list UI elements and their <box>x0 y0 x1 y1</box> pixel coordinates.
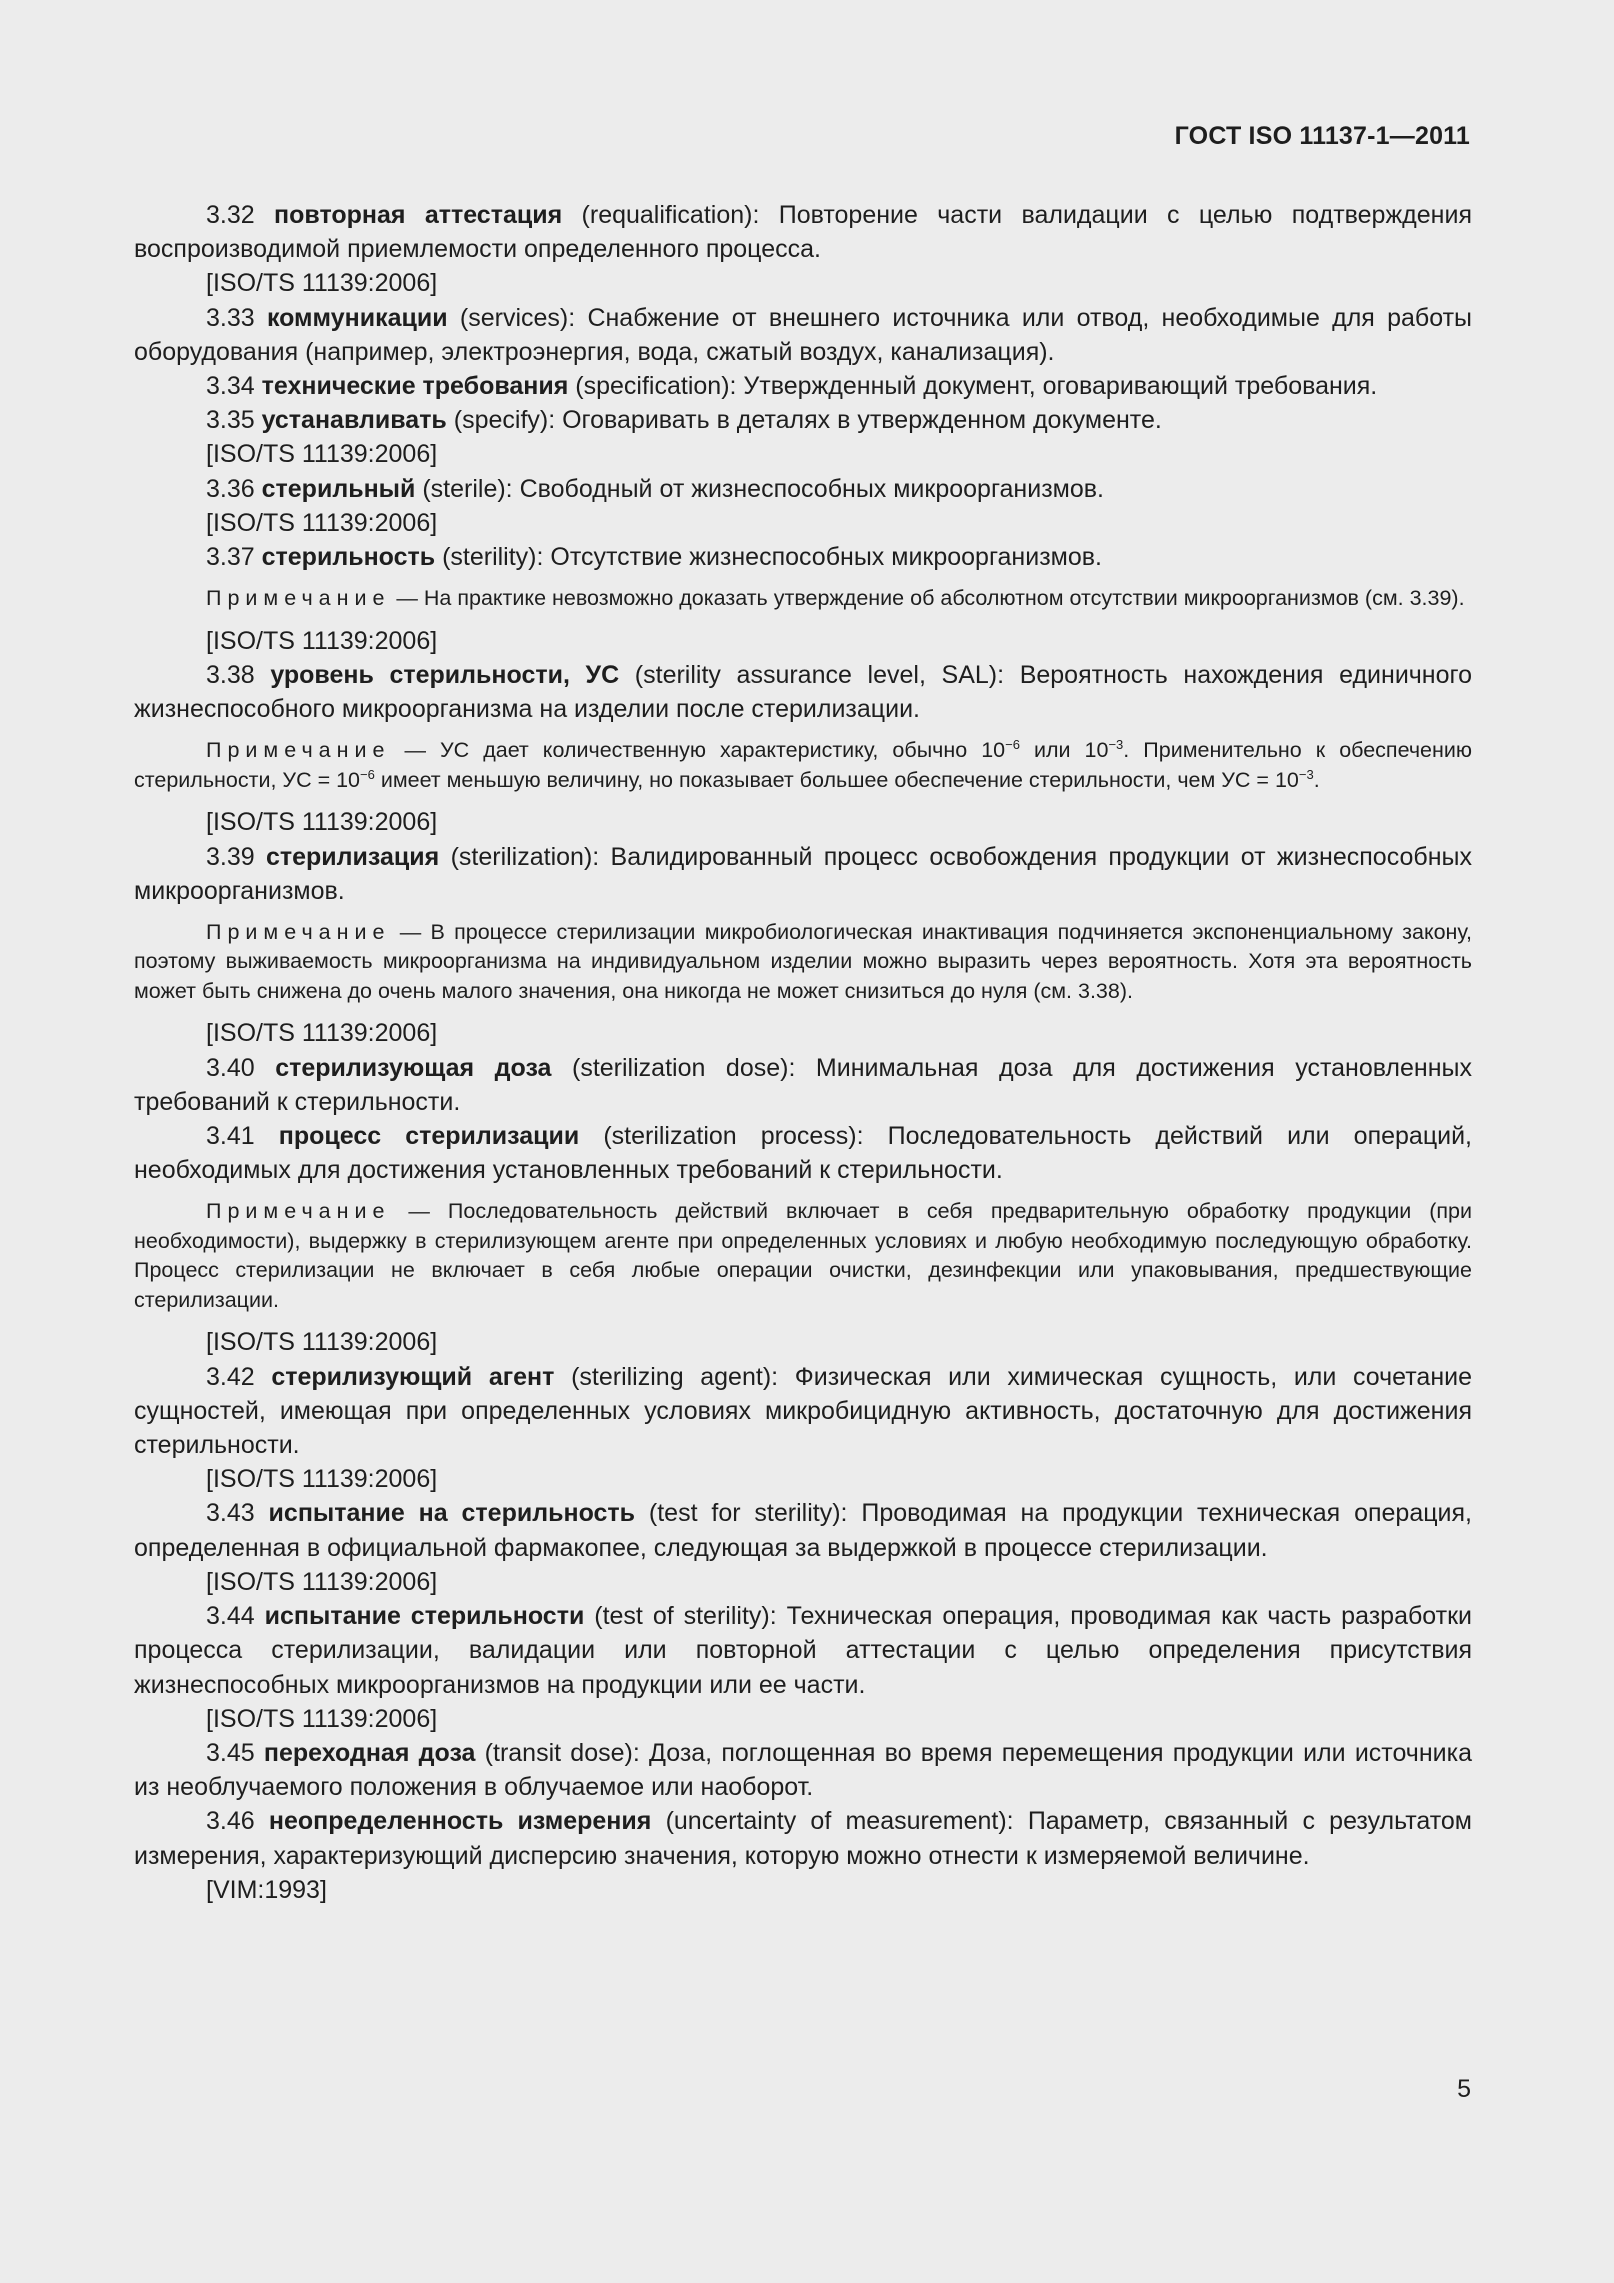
term-description: (uncertainty of measurement): Параметр, связанный с результатом измерения, характеризующий дисперсию значения, которую можно отнести к измеряемой величине. <box>134 1807 1472 1870</box>
page-number: 5 <box>1457 2075 1471 2103</box>
note <box>134 736 1472 795</box>
document-body <box>134 198 1472 1907</box>
term-name: коммуникации <box>266 303 448 332</box>
source-reference: [ISO/TS 11139:2006] <box>206 1465 438 1494</box>
exponent: −3 <box>1108 737 1124 753</box>
term-definition <box>134 301 1472 369</box>
term-definition <box>134 1051 1472 1119</box>
note-text: — Последовательность действий включает в себя предварительную обработку продукции (при необходимости), выдержку в стерилизующем агенте при определенных условиях и любую необходимую последующую обработку. Процесс стерилизации не включает в себя любые операции очистки, дезинфекции или упаковывания, предшествующие стерилизации. <box>134 1199 1472 1312</box>
note-text: . <box>1313 767 1320 792</box>
term-name: испытание стерильности <box>264 1602 585 1631</box>
term-description: (transit dose): Доза, поглощенная во время перемещения продукции или источника из необлучаемого положения в облучаемое или наоборот. <box>134 1738 1472 1802</box>
term-description: (sterilizing agent): Физическая или химическая сущность, или сочетание сущностей, имеющая при определенных условиях микробицидную активность, достаточную для достижения стерильности. <box>134 1362 1472 1460</box>
term-description: (specification): Утвержденный документ, оговаривающий требования. <box>568 372 1378 401</box>
note-label: Примечание <box>206 586 391 611</box>
term-definition <box>134 658 1472 726</box>
term-definition <box>134 403 1472 437</box>
term-name: уровень стерильности, УС <box>270 660 620 689</box>
note-text: . Применительно к обеспечению стерильности, УС = 10 <box>134 738 1472 792</box>
term-description: (sterilization): Валидированный процесс освобождения продукции от жизнеспособных микроорганизмов. <box>134 842 1472 905</box>
term-definition <box>134 1496 1472 1564</box>
term-name: переходная доза <box>263 1738 476 1767</box>
term-definition <box>134 1599 1472 1702</box>
term-description: (sterility assurance level, SAL): Вероятность нахождения единичного жизнеспособного микроорганизма на изделии после стерилизации. <box>134 660 1472 724</box>
exponent: −3 <box>1298 766 1314 782</box>
note-text: имеет меньшую величину, но показывает большее обеспечение стерильности, чем УС = 10 <box>374 767 1299 792</box>
term-description: (sterilization dose): Минимальная доза для достижения установленных требований к стерильности. <box>134 1053 1473 1116</box>
exponent: −6 <box>360 766 375 782</box>
note <box>134 918 1472 1007</box>
note-text: или 10 <box>1019 738 1109 763</box>
note-text: — УС дает количественную характеристику, обычно 10 <box>390 738 1006 763</box>
term-number: 3.42 <box>206 1362 255 1391</box>
term-definition <box>134 369 1472 403</box>
term-number: 3.33 <box>206 303 255 332</box>
term-name: процесс стерилизации <box>278 1122 580 1151</box>
term-number: 3.44 <box>206 1602 255 1631</box>
term-definition <box>134 198 1472 266</box>
term-number: 3.37 <box>206 543 255 572</box>
term-definition <box>134 1736 1472 1804</box>
term-number: 3.40 <box>206 1053 255 1082</box>
note-label: Примечание <box>206 1199 391 1224</box>
term-name: повторная аттестация <box>274 201 563 229</box>
note-label: Примечание <box>206 738 391 763</box>
term-name: испытание на стерильность <box>268 1499 636 1528</box>
term-definition <box>134 540 1472 574</box>
source-reference: [ISO/TS 11139:2006] <box>206 269 438 298</box>
note-text: — В процессе стерилизации микробиологическая инактивация подчиняется экспоненциальному закону, поэтому выживаемость микроорганизма на индивидуальном изделии можно выразить через вероятность. Хотя эта вероятность может быть снижена до очень малого значения, она никогда не может снизиться до нуля (см. 3.38). <box>134 919 1472 1003</box>
term-description: (requalification): Повторение части валидации с целью подтверждения воспроизводимой приемлемости определенного процесса. <box>134 201 1472 264</box>
document-header: ГОСТ ISO 11137-1—2011 <box>1174 122 1470 150</box>
term-description: (sterility): Отсутствие жизнеспособных микроорганизмов. <box>435 543 1102 572</box>
source-reference: [ISO/TS 11139:2006] <box>206 1567 438 1596</box>
note-label: Примечание <box>206 919 391 944</box>
note-text: — На практике невозможно доказать утверждение об абсолютном отсутствии микроорганизмов (см. 3.39). <box>390 586 1465 611</box>
note <box>134 584 1472 614</box>
term-name: неопределенность измерения <box>268 1807 652 1836</box>
source-reference: [ISO/TS 11139:2006] <box>206 1019 438 1048</box>
term-definition <box>134 1804 1472 1872</box>
source-reference: [VIM:1993] <box>206 1875 327 1904</box>
term-definition <box>134 1119 1472 1187</box>
source-reference: [ISO/TS 11139:2006] <box>206 508 438 537</box>
source-reference: [ISO/TS 11139:2006] <box>206 808 438 837</box>
term-number: 3.36 <box>206 474 255 503</box>
source-reference: [ISO/TS 11139:2006] <box>206 440 438 469</box>
term-description: (test of sterility): Техническая операция, проводимая как часть разработки процесса стерилизации, валидации или повторной аттестации с целью определения присутствия жизнеспособных микроорганизмов на продукции или ее части. <box>134 1602 1473 1699</box>
term-number: 3.39 <box>206 842 255 871</box>
term-number: 3.32 <box>206 201 255 229</box>
term-number: 3.35 <box>206 406 255 435</box>
term-name: стерильность <box>261 543 436 572</box>
term-name: технические требования <box>261 372 569 401</box>
term-number: 3.46 <box>206 1807 255 1836</box>
term-name: стерилизующая доза <box>275 1053 552 1082</box>
term-description: (specify): Оговаривать в деталях в утвержденном документе. <box>446 406 1162 435</box>
term-description: (sterilization process): Последовательность действий или операций, необходимых для достижения установленных требований к стерильности. <box>134 1122 1473 1185</box>
term-definition <box>134 840 1472 908</box>
source-reference: [ISO/TS 11139:2006] <box>206 1704 438 1733</box>
source-reference: [ISO/TS 11139:2006] <box>206 1328 438 1357</box>
term-number: 3.43 <box>206 1499 255 1528</box>
note <box>134 1197 1472 1315</box>
term-definition <box>134 1360 1472 1463</box>
term-description: (sterile): Свободный от жизнеспособных микроорганизмов. <box>415 474 1104 503</box>
term-number: 3.38 <box>206 660 255 689</box>
term-definition <box>134 472 1472 506</box>
term-number: 3.45 <box>206 1738 255 1767</box>
term-number: 3.41 <box>206 1122 255 1151</box>
term-number: 3.34 <box>206 372 255 401</box>
source-reference: [ISO/TS 11139:2006] <box>206 626 438 655</box>
term-description: (test for sterility): Проводимая на продукции техническая операция, определенная в официальной фармакопее, следующая за выдержкой в процессе стерилизации. <box>134 1499 1472 1562</box>
term-description: (services): Снабжение от внешнего источника или отвод, необходимые для работы оборудования (например, электроэнергия, вода, сжатый воздух, канализация). <box>134 303 1472 366</box>
term-name: устанавливать <box>261 406 447 435</box>
term-name: стерилизующий агент <box>271 1362 555 1391</box>
term-name: стерильный <box>261 474 416 503</box>
term-name: стерилизация <box>265 842 440 871</box>
exponent: −6 <box>1005 737 1020 753</box>
